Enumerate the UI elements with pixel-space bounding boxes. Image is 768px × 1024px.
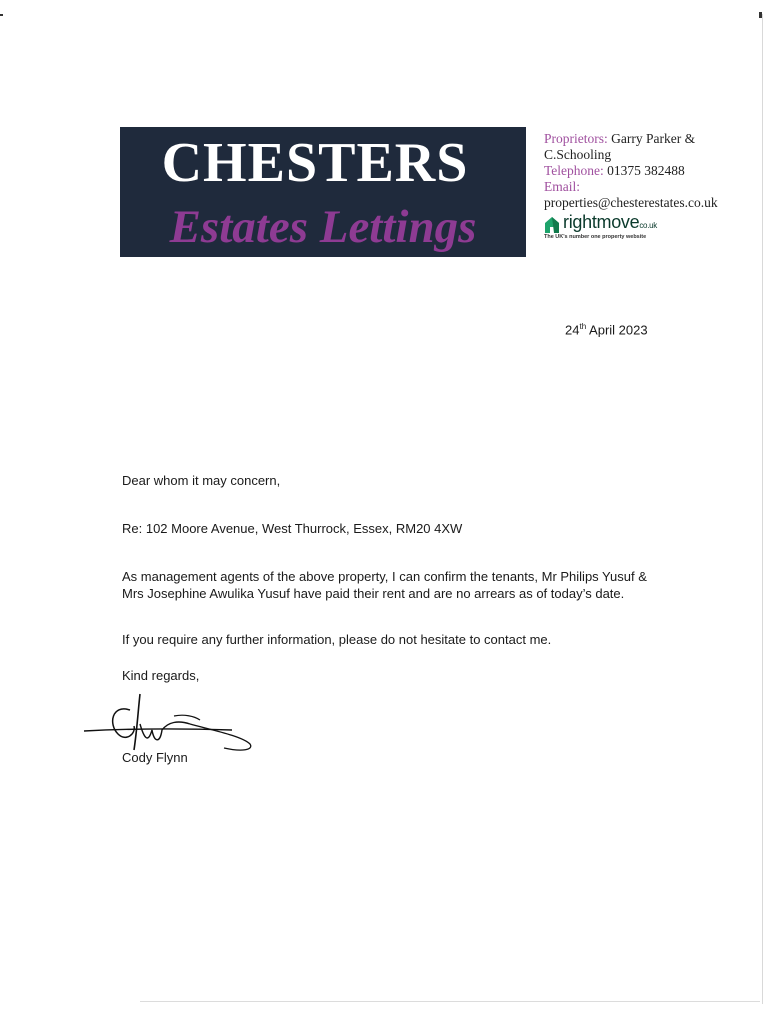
- letter-date: [565, 322, 648, 337]
- rightmove-suffix: co.uk: [639, 221, 657, 230]
- proprietors-value-cont: C.Schooling: [544, 147, 612, 162]
- company-logo: [120, 127, 526, 257]
- contact-block: [544, 131, 759, 211]
- contact-paragraph: If you require any further information, please do not hesitate to contact me.: [122, 632, 552, 647]
- email-label: Email:: [544, 179, 580, 194]
- date-day: 24: [565, 322, 580, 338]
- proprietors-label: Proprietors:: [544, 131, 608, 146]
- date-rest: April 2023: [589, 322, 648, 338]
- confirmation-paragraph: As management agents of the above property, I can confirm the tenants, Mr Philips Yusuf & Mrs Josephine Awulika Yusuf have paid their rent and are no arrears as of today’s date.: [122, 569, 647, 601]
- date-suffix: th: [579, 322, 587, 331]
- proprietors-line: [544, 131, 759, 147]
- rightmove-logo: [544, 214, 744, 244]
- reference-line: Re: 102 Moore Avenue, West Thurrock, Essex, RM20 4XW: [122, 521, 463, 536]
- signer-name: Cody Flynn: [122, 750, 188, 765]
- logo-subtitle: Estates Lettings: [169, 201, 477, 253]
- scan-mark-left: [0, 14, 3, 16]
- rightmove-tagline: The UK's number one property website: [544, 234, 647, 240]
- telephone-line: [544, 163, 759, 179]
- rightmove-name: rightmove: [563, 212, 640, 232]
- closing: Kind regards,: [122, 668, 200, 683]
- page-edge-right: [762, 14, 763, 1004]
- rightmove-wordmark: [563, 212, 657, 233]
- email-value: properties@chesterestates.co.uk: [544, 195, 718, 210]
- rightmove-house-icon: [544, 216, 560, 234]
- proprietors-value: Garry Parker &: [611, 131, 696, 146]
- telephone-value: 01375 382488: [607, 163, 685, 178]
- salutation: Dear whom it may concern,: [122, 473, 281, 488]
- telephone-label: Telephone:: [544, 163, 604, 178]
- page-edge-bottom: [140, 1001, 760, 1002]
- logo-title: CHESTERS: [161, 132, 469, 194]
